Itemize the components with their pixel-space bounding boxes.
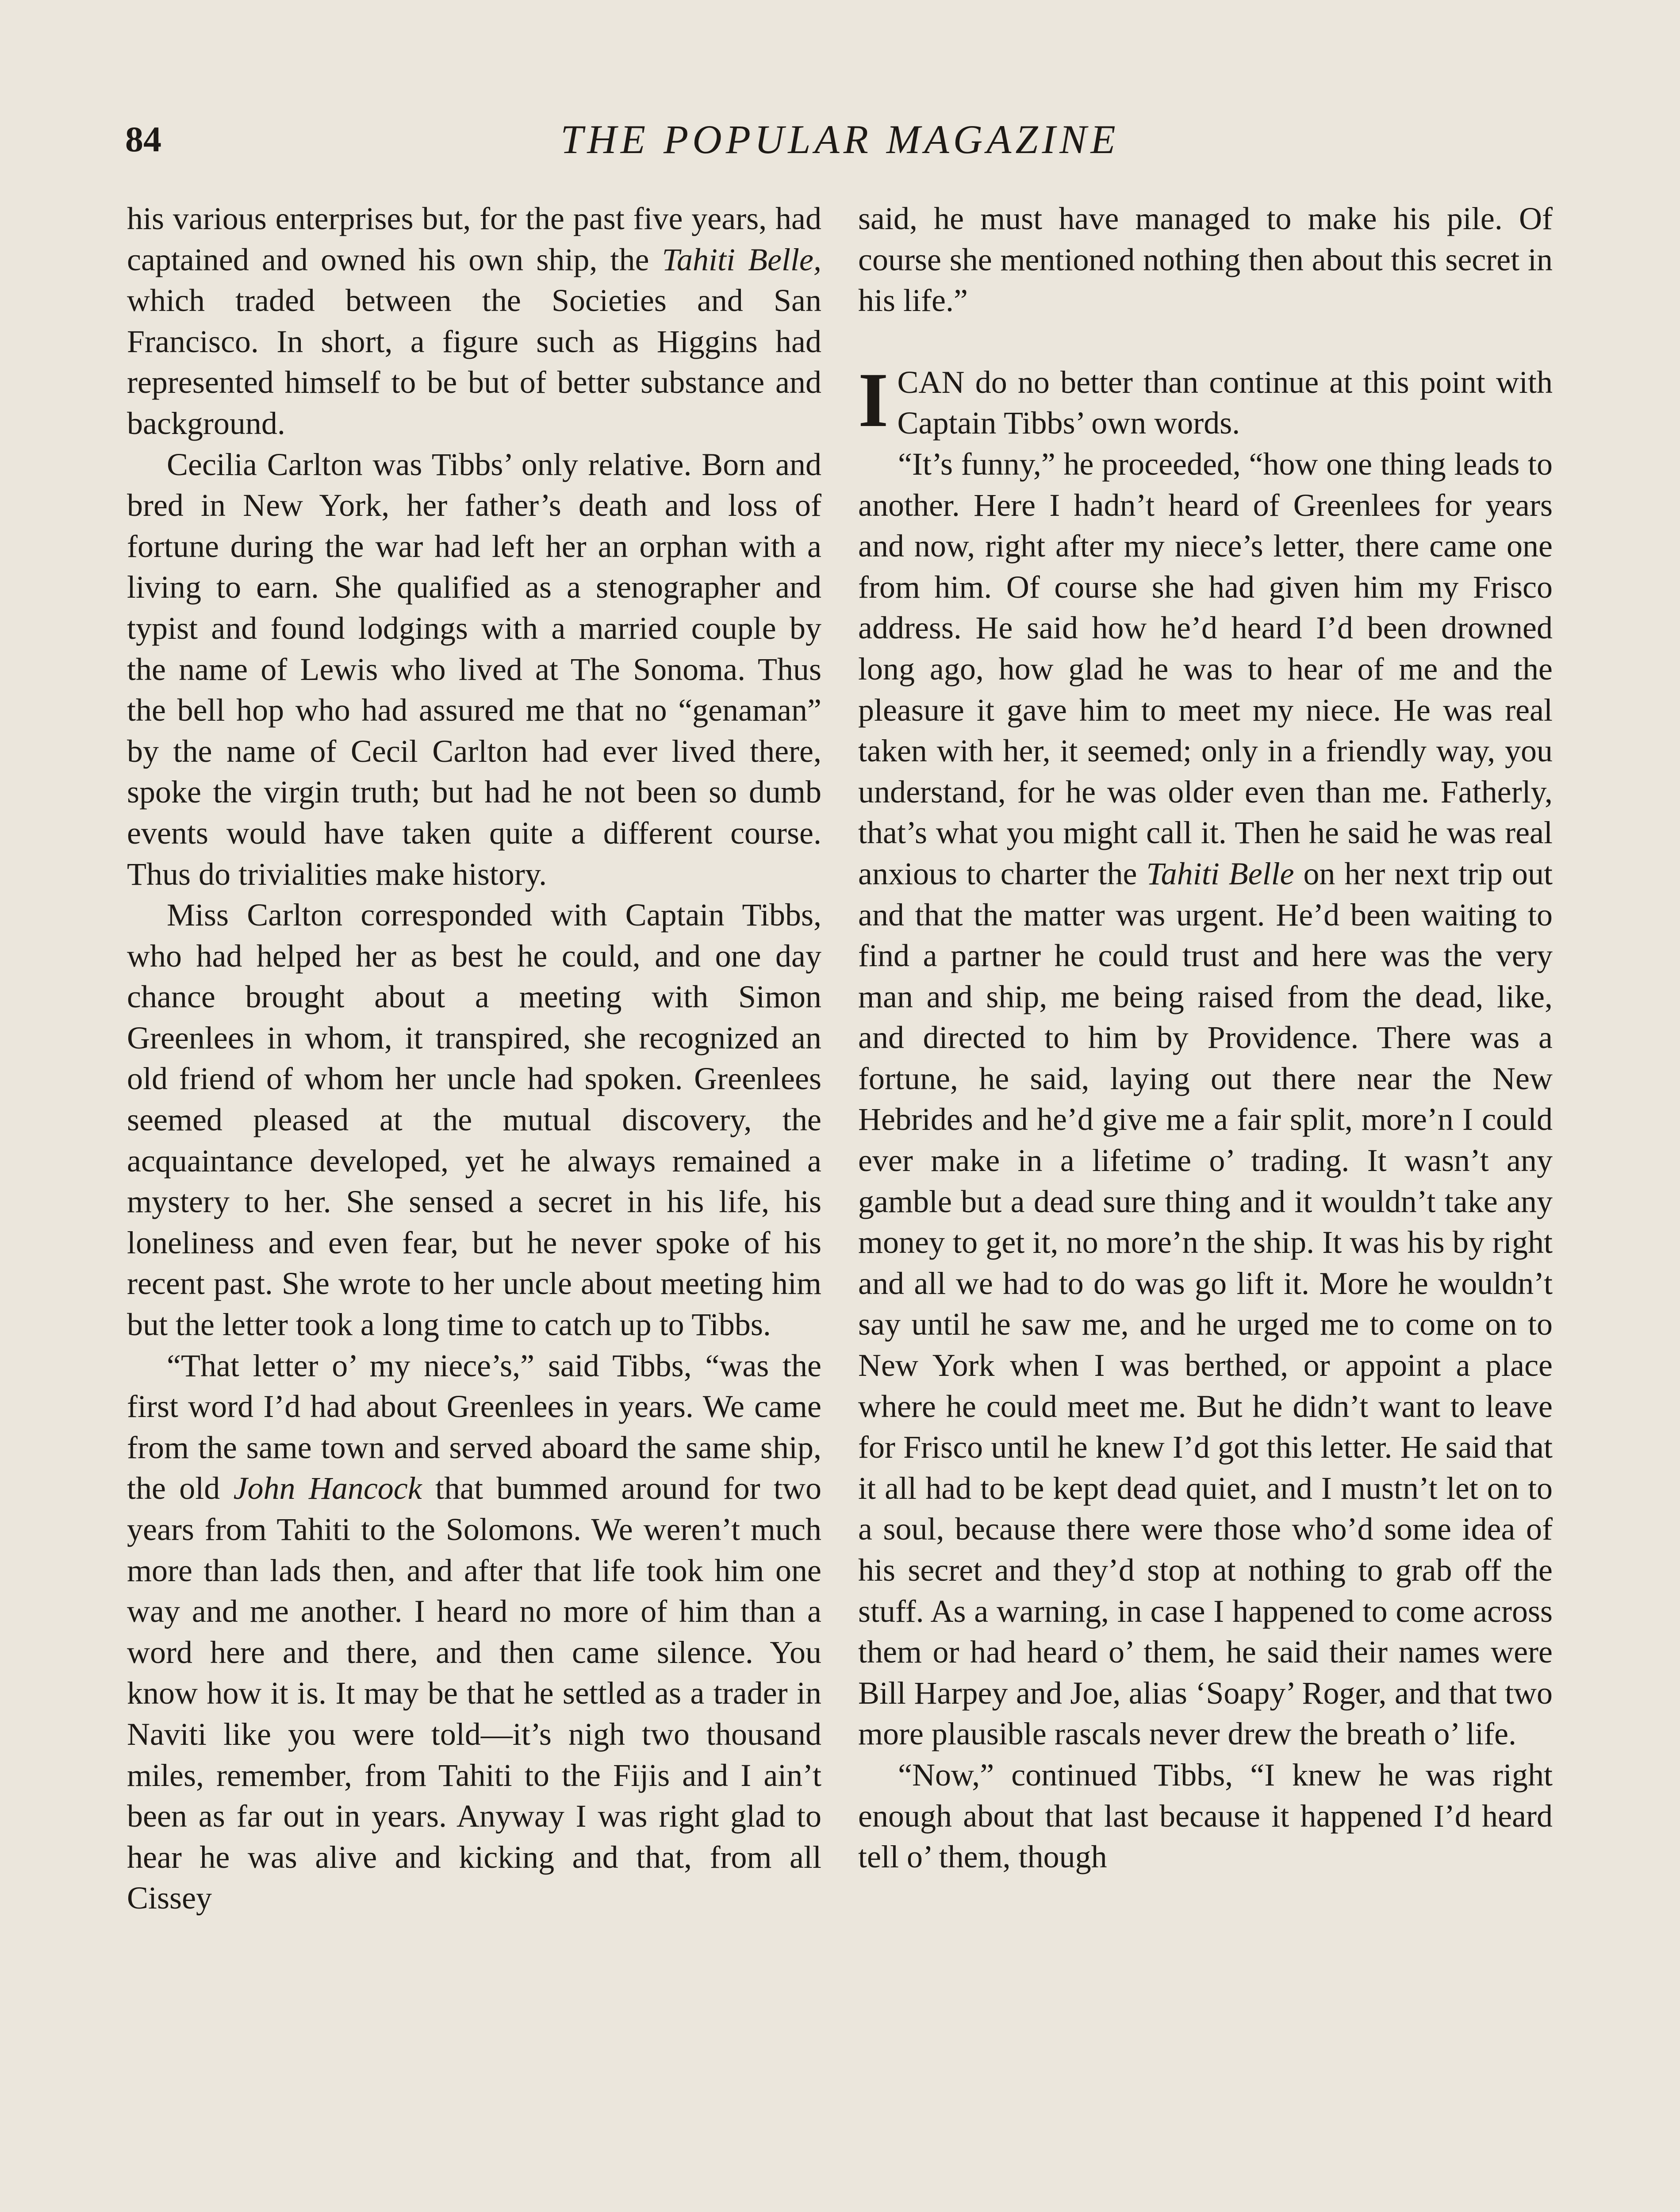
right-column bbox=[858, 198, 1553, 1878]
paragraph: “That letter o’ my niece’s,” said Tibbs, “was the first word I’d had about Greenlees in years. We came from the same town and served aboard the same ship, the old John Hancock that bummed around for two years from Tahiti to the Solomons. We weren’t much more than lads then, and after that life took him one way and me another. I heard no more of him than a word here and there, and then came silence. You know how it is. It may be that he settled as a trader in Naviti like you were told—it’s nigh two thousand miles, remember, from Tahiti to the Fijis and I ain’t been as far out in years. Anyway I was right glad to hear he was alive and kicking and that, from all Cissey bbox=[127, 1348, 821, 1916]
drop-cap: I bbox=[858, 357, 889, 443]
paragraph: said, he must have managed to make his pile. Of course she mentioned nothing then about this secret in his life.” bbox=[858, 201, 1553, 319]
running-head: THE POPULAR MAGAZINE bbox=[560, 117, 1120, 162]
ship-name: John Hancock bbox=[233, 1471, 422, 1506]
section-opening-paragraph: I CAN do no better than continue at this point with Captain Tibbs’ own words. bbox=[858, 357, 1553, 443]
paragraph: “It’s funny,” he proceeded, “how one thing leads to another. Here I hadn’t heard of Greenlees for years and now, right after my niece’s letter, there came one from him. Of course she had given him my Frisco address. He said how he’d heard I’d been drowned long ago, how glad he was to hear of me and the pleasure it gave him to meet my niece. He was real taken with her, it seemed; only in a friendly way, you understand, for he was older even than me. Fatherly, that’s what you might call it. Then he said he was real anxious to charter the Tahiti Belle on her next trip out and that the matter was urgent. He’d been waiting to find a partner he could trust and here was the very man and ship, me being raised from the dead, like, and directed to him by Providence. There was a fortune, he said, laying out there near the New Hebrides and he’d give me a fair split, more’n I could ever make in a lifetime o’ trading. It wasn’t any gamble but a dead sure thing and it wouldn’t take any money to get it, no more’n the ship. It was his by right and all we had to do was go lift it. More he wouldn’t say until he saw me, and he urged me to come on to New York when I was berthed, or appoint a place where he could meet me. But he didn’t want to leave for Frisco until he knew I’d got this letter. He said that it all had to be kept dead quiet, and I mustn’t let on to a soul, because there were those who’d some idea of his secret and they’d stop at nothing to grab off the stuff. As a warning, in case I happened to come across them or had heard o’ them, he said their names were Bill Harpey and Joe, alias ‘Soapy’ Roger, and that two more plausible rascals never drew the breath o’ life. bbox=[858, 446, 1553, 1752]
page-number: 84 bbox=[125, 119, 161, 159]
paragraph: his various enterprises but, for the past five years, had captained and owned his own ship, the Tahiti Belle, which traded between the Societies and San Francisco. In short, a figure such as Higgins had represented himself to be but of better substance and background. bbox=[127, 201, 821, 441]
paragraph: Miss Carlton corresponded with Captain Tibbs, who had helped her as best he could, and one day chance brought about a meeting with Simon Greenlees in whom, it transpired, she recognized an old friend of whom her uncle had spoken. Greenlees seemed pleased at the mutual discovery, the acquaintance developed, yet he always remained a mystery to her. She sensed a secret in his life, his loneliness and even fear, but he never spoke of his recent past. She wrote to her uncle about meeting him but the letter took a long time to catch up to Tibbs. bbox=[127, 897, 821, 1343]
paragraph: “Now,” continued Tibbs, “I knew he was right enough about that last because it happened I’d heard tell o’ them, though bbox=[858, 1757, 1553, 1875]
left-column bbox=[127, 198, 821, 1919]
ship-name: Tahiti Belle bbox=[1146, 856, 1294, 891]
ship-name: Tahiti Belle, bbox=[662, 242, 821, 277]
paragraph: Cecilia Carlton was Tibbs’ only relative. Born and bred in New York, her father’s death and loss of fortune during the war had left her an orphan with a living to earn. She qualified as a stenographer and typist and found lodgings with a married couple by the name of Lewis who lived at The Sonoma. Thus the bell hop who had assured me that no “genaman” by the name of Cecil Carlton had ever lived there, spoke the virgin truth; but had he not been so dumb events would have taken quite a different course. Thus do trivialities make history. bbox=[127, 446, 821, 892]
